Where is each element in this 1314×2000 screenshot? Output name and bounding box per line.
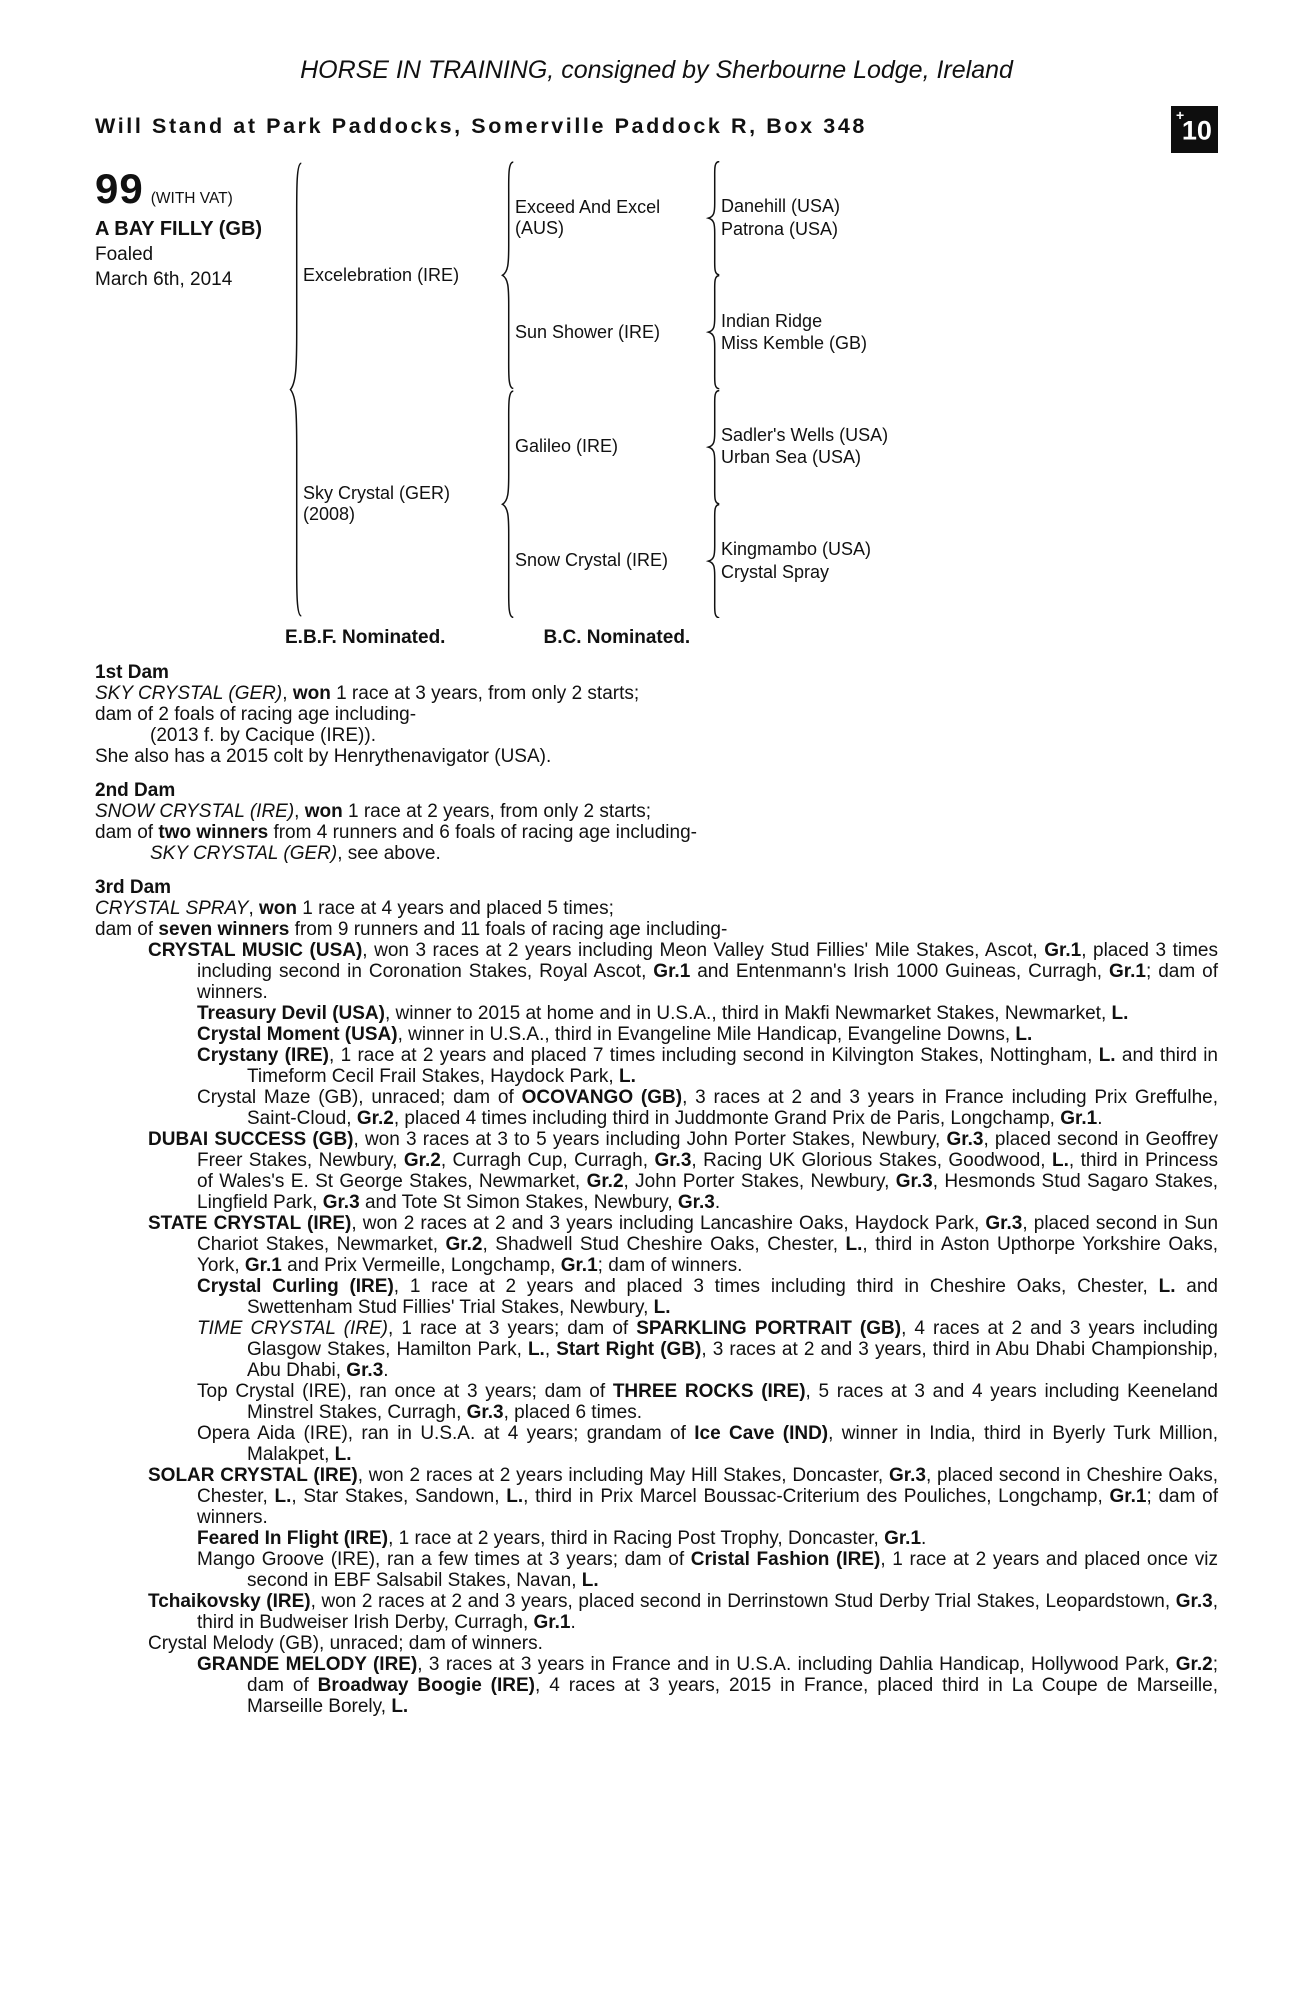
text-segment: GRANDE MELODY (IRE) bbox=[197, 1654, 418, 1676]
pedigree-paragraph bbox=[95, 683, 1218, 704]
pedigree-brace-icon bbox=[705, 275, 721, 389]
text-segment: L. bbox=[653, 1297, 671, 1319]
text-segment: dam of bbox=[95, 919, 159, 941]
pedigree-paragraph bbox=[95, 1528, 1218, 1549]
text-segment: TIME CRYSTAL (IRE) bbox=[197, 1318, 388, 1340]
pedigree-paragraph bbox=[95, 704, 1218, 725]
text-segment: 1 race at 3 years, from only 2 starts; bbox=[330, 683, 640, 705]
text-segment: Gr.1 bbox=[244, 1255, 282, 1277]
horse-description: A BAY FILLY (GB) bbox=[95, 218, 263, 240]
pedigree-paragraph bbox=[95, 1318, 1218, 1381]
text-segment: Gr.3 bbox=[466, 1402, 504, 1424]
pedigree-brace-icon bbox=[499, 161, 515, 390]
text-segment: L. bbox=[1051, 1150, 1069, 1172]
granddam-name: Snow Crystal (IRE) bbox=[515, 550, 669, 571]
text-segment: Broadway Boogie (IRE) bbox=[317, 1675, 536, 1697]
text-segment: Gr.3 bbox=[346, 1360, 384, 1382]
vat-note: (WITH VAT) bbox=[150, 190, 233, 207]
lot-info bbox=[95, 161, 287, 618]
text-segment: , won 2 races at 2 and 3 years including Lancashire Oaks, Haydock Park, bbox=[351, 1213, 986, 1235]
text-segment: , winner in India, third in Byerly Turk Million, Malakpet, bbox=[247, 1423, 1218, 1466]
text-segment: , bbox=[544, 1339, 557, 1361]
great-grandparent-name: Crystal Spray bbox=[721, 561, 830, 582]
text-segment: , Star Stakes, Sandown, bbox=[291, 1486, 507, 1508]
text-segment: L. bbox=[527, 1339, 545, 1361]
text-segment: Crystal Curling (IRE) bbox=[197, 1276, 394, 1298]
pedigree-paragraph bbox=[95, 1087, 1218, 1129]
text-segment: , won 2 races at 2 and 3 years, placed second in Derrinstown Stud Derby Trial Stakes, Leopardstown, bbox=[310, 1591, 1176, 1613]
text-segment: Gr.3 bbox=[946, 1129, 984, 1151]
text-segment: , won 3 races at 2 years including Meon Valley Stud Fillies' Mile Stakes, Ascot, bbox=[362, 940, 1045, 962]
grandsire-name: Exceed And Excel (AUS) bbox=[515, 197, 661, 239]
text-segment: L. bbox=[334, 1444, 352, 1466]
lot-number-line bbox=[95, 165, 287, 212]
text-segment: , 1 race at 2 years, third in Racing Post Trophy, Doncaster, bbox=[388, 1528, 885, 1550]
great-grandparent-name: Indian Ridge bbox=[721, 310, 823, 331]
pedigree-paragraph bbox=[95, 746, 1218, 767]
great-grandparent-name: Patrona (USA) bbox=[721, 218, 839, 239]
text-segment: , John Porter Stakes, Newbury, bbox=[623, 1171, 896, 1193]
text-segment: from 4 runners and 6 foals of racing age including- bbox=[268, 822, 697, 844]
text-segment: Mango Groove (IRE), ran a few times at 3 years; dam of bbox=[197, 1549, 691, 1571]
text-segment: , winner in U.S.A., third in Evangeline Mile Handicap, Evangeline Downs, bbox=[397, 1024, 1016, 1046]
pedigree-paragraph bbox=[95, 1024, 1218, 1045]
text-segment: Crystal Moment (USA) bbox=[197, 1024, 398, 1046]
text-segment: Gr.1 bbox=[1044, 940, 1082, 962]
text-segment: from 9 runners and 11 foals of racing age including- bbox=[289, 919, 728, 941]
ebf-nomination: E.B.F. Nominated. bbox=[285, 627, 446, 649]
text-segment: DUBAI SUCCESS (GB) bbox=[148, 1129, 354, 1151]
text-segment: , placed second in Cheshire Oaks, Chester, bbox=[197, 1465, 1218, 1508]
pedigree-brace-icon bbox=[705, 504, 721, 618]
grandsire-node bbox=[515, 161, 956, 275]
text-segment: , won 2 races at 2 years including May Hill Stakes, Doncaster, bbox=[357, 1465, 889, 1487]
text-segment: , 1 race at 2 years and placed once viz second in EBF Salsabil Stakes, Navan, bbox=[247, 1549, 1218, 1592]
stand-location-line: Will Stand at Park Paddocks, Somerville Paddock R, Box 348 bbox=[95, 114, 867, 138]
text-segment: L. bbox=[1158, 1276, 1176, 1298]
pedigree-block bbox=[95, 161, 1218, 618]
text-segment: L. bbox=[274, 1486, 292, 1508]
sire-name: Excelebration (IRE) bbox=[303, 264, 460, 285]
text-segment: ; dam of winners. bbox=[597, 1255, 743, 1277]
pedigree-paragraph bbox=[95, 1654, 1218, 1717]
text-segment: , winner to 2015 at home and in U.S.A., third in Makfi Newmarket Stakes, Newmarket, bbox=[384, 1003, 1112, 1025]
pedigree-paragraph bbox=[95, 1633, 1218, 1654]
great-grandparent-name: Sadler's Wells (USA) bbox=[721, 424, 889, 445]
pedigree-paragraph bbox=[95, 1003, 1218, 1024]
text-segment: SPARKLING PORTRAIT (GB) bbox=[636, 1318, 902, 1340]
text-segment: . bbox=[1097, 1108, 1103, 1130]
text-segment: Gr.3 bbox=[895, 1171, 933, 1193]
page-title: HORSE IN TRAINING, consigned by Sherbourne Lodge, Ireland bbox=[300, 56, 1013, 84]
text-segment: Ice Cave (IND) bbox=[694, 1423, 829, 1445]
lot-number: 99 bbox=[95, 165, 144, 212]
text-segment: Tchaikovsky (IRE) bbox=[148, 1591, 311, 1613]
great-grandparent-name: Kingmambo (USA) bbox=[721, 539, 872, 560]
text-segment: two winners bbox=[158, 822, 269, 844]
text-segment: SKY CRYSTAL (GER) bbox=[95, 683, 283, 705]
text-segment: , Racing UK Glorious Stakes, Goodwood, bbox=[691, 1150, 1052, 1172]
text-segment: Top Crystal (IRE), ran once at 3 years; dam of bbox=[197, 1381, 613, 1403]
text-segment: won bbox=[304, 801, 343, 823]
great-grandparent-name: Urban Sea (USA) bbox=[721, 447, 862, 468]
pedigree-paragraph bbox=[95, 1549, 1218, 1591]
text-segment: , 1 race at 2 years and placed 7 times including second in Kilvington Stakes, Nottingham, bbox=[328, 1045, 1099, 1067]
pedigree-paragraph bbox=[95, 1129, 1218, 1213]
text-segment: STATE CRYSTAL (IRE) bbox=[148, 1213, 352, 1235]
dam-section-heading: 2nd Dam bbox=[95, 780, 176, 802]
pedigree-brace-icon bbox=[499, 390, 515, 619]
text-segment: , bbox=[248, 898, 260, 920]
text-segment: SKY CRYSTAL (GER) bbox=[150, 843, 338, 865]
text-segment: , 1 race at 2 years and placed 3 times including third in Cheshire Oaks, Chester, bbox=[393, 1276, 1159, 1298]
text-segment: Gr.3 bbox=[654, 1150, 692, 1172]
text-segment: Crystal Maze (GB), unraced; dam of bbox=[197, 1087, 522, 1109]
text-segment: Gr.1 bbox=[1109, 961, 1147, 983]
text-segment: Start Right (GB) bbox=[556, 1339, 702, 1361]
text-segment: and Tote St Simon Stakes, Newbury, bbox=[359, 1192, 678, 1214]
pedigree-paragraph bbox=[95, 822, 1218, 843]
text-segment: and Prix Vermeille, Longchamp, bbox=[281, 1255, 561, 1277]
text-segment: Gr.2 bbox=[1175, 1654, 1213, 1676]
pedigree-paragraph bbox=[95, 898, 1218, 919]
granddam-node bbox=[515, 504, 956, 618]
foaled-date: March 6th, 2014 bbox=[95, 269, 233, 290]
text-segment: L. bbox=[581, 1570, 599, 1592]
pedigree-tree bbox=[287, 161, 956, 618]
text-segment: , 5 races at 3 and 4 years including Keeneland Minstrel Stakes, Curragh, bbox=[247, 1381, 1218, 1424]
pedigree-paragraph bbox=[95, 1213, 1218, 1276]
logo-number: 10 bbox=[1181, 115, 1212, 146]
text-segment: CRYSTAL SPRAY bbox=[95, 898, 249, 920]
text-segment: , third in Aston Upthorpe Yorkshire Oaks, York, bbox=[197, 1234, 1219, 1277]
dam-section-heading: 1st Dam bbox=[95, 662, 169, 684]
pedigree-paragraph bbox=[95, 1591, 1218, 1633]
pedigree-paragraph bbox=[95, 1465, 1218, 1528]
text-segment: L. bbox=[506, 1486, 524, 1508]
text-segment: Gr.1 bbox=[1109, 1486, 1147, 1508]
great-grandparent-name: Danehill (USA) bbox=[721, 196, 841, 217]
foaled-label: Foaled bbox=[95, 244, 154, 265]
text-segment: L. bbox=[391, 1696, 409, 1718]
text-segment: Gr.2 bbox=[403, 1150, 441, 1172]
text-segment: Gr.2 bbox=[356, 1108, 394, 1130]
text-segment: L. bbox=[1111, 1003, 1129, 1025]
sire-node bbox=[303, 161, 956, 390]
text-segment: . bbox=[570, 1612, 576, 1634]
text-segment: She also has a 2015 colt by Henrythenavigator (USA). bbox=[95, 746, 552, 768]
text-segment: Gr.2 bbox=[445, 1234, 483, 1256]
text-segment: L. bbox=[1015, 1024, 1033, 1046]
stand-row bbox=[95, 106, 1218, 153]
text-segment: and third in Timeform Cecil Frail Stakes, Haydock Park, bbox=[247, 1045, 1218, 1088]
bc-nomination: B.C. Nominated. bbox=[543, 627, 691, 649]
text-segment: won bbox=[259, 898, 298, 920]
text-segment: Gr.3 bbox=[888, 1465, 926, 1487]
text-segment: Gr.1 bbox=[1060, 1108, 1098, 1130]
text-segment: Crystal Melody (GB), unraced; dam of winners. bbox=[148, 1633, 543, 1655]
pedigree-paragraph bbox=[95, 801, 1218, 822]
text-segment: , 3 races at 3 years in France and in U.S.A. including Dahlia Handicap, Hollywood Park, bbox=[417, 1654, 1176, 1676]
text-segment: , third in Princess of Wales's E. St George Stakes, Newmarket, bbox=[197, 1150, 1218, 1193]
text-segment: . bbox=[383, 1360, 389, 1382]
pedigree-paragraph bbox=[95, 919, 1218, 940]
text-segment: , placed 4 times including third in Juddmonte Grand Prix de Paris, Longchamp, bbox=[393, 1108, 1061, 1130]
catalog-logo bbox=[1171, 106, 1218, 153]
grandsire-name: Galileo (IRE) bbox=[515, 436, 619, 457]
granddam-node bbox=[515, 275, 956, 389]
pedigree-paragraph bbox=[150, 843, 1218, 864]
pedigree-paragraph bbox=[95, 1381, 1218, 1423]
dam-section-heading: 3rd Dam bbox=[95, 877, 172, 899]
text-segment: SOLAR CRYSTAL (IRE) bbox=[148, 1465, 358, 1487]
text-segment: OCOVANGO (GB) bbox=[521, 1087, 683, 1109]
text-segment: , 4 races at 3 years, 2015 in France, placed third in La Coupe de Marseille, Marseille Borely, bbox=[247, 1675, 1219, 1718]
grandsire-node bbox=[515, 390, 956, 504]
great-grandparent-name: Miss Kemble (GB) bbox=[721, 333, 868, 354]
text-segment: 1 race at 2 years, from only 2 starts; bbox=[342, 801, 652, 823]
text-segment: Treasury Devil (USA) bbox=[197, 1003, 385, 1025]
text-segment: , placed second in Sun Chariot Stakes, Newmarket, bbox=[197, 1213, 1219, 1256]
text-segment: , placed second in Geoffrey Freer Stakes, Newbury, bbox=[197, 1129, 1218, 1172]
text-segment: . bbox=[921, 1528, 927, 1550]
text-segment: Gr.1 bbox=[533, 1612, 571, 1634]
text-segment: ; dam of winners. bbox=[197, 961, 1218, 1004]
text-segment: SNOW CRYSTAL (IRE) bbox=[95, 801, 295, 823]
text-segment: Gr.3 bbox=[1175, 1591, 1213, 1613]
text-segment: . bbox=[714, 1192, 721, 1214]
dam-name: Sky Crystal (GER) (2008) bbox=[303, 482, 451, 524]
plus-icon: + bbox=[1176, 107, 1185, 123]
pedigree-paragraph bbox=[95, 940, 1218, 1003]
text-segment: , 3 races at 2 and 3 years in France including Prix Greffulhe, Saint-Cloud, bbox=[247, 1087, 1218, 1130]
pedigree-paragraph bbox=[95, 1045, 1218, 1087]
text-segment: seven winners bbox=[158, 919, 290, 941]
granddam-name: Sun Shower (IRE) bbox=[515, 321, 661, 342]
text-segment: THREE ROCKS (IRE) bbox=[612, 1381, 806, 1403]
text-segment: L. bbox=[1098, 1045, 1116, 1067]
nominations-line bbox=[95, 627, 1218, 649]
text-segment: , see above. bbox=[337, 843, 441, 865]
pedigree-brace-icon bbox=[705, 161, 721, 275]
text-segment: Cristal Fashion (IRE) bbox=[690, 1549, 881, 1571]
pedigree-paragraph bbox=[95, 1423, 1218, 1465]
text-segment: , placed 6 times. bbox=[503, 1402, 642, 1424]
text-segment: , Hesmonds Stud Sagaro Stakes, Lingfield Park, bbox=[197, 1171, 1218, 1214]
text-segment: Gr.3 bbox=[985, 1213, 1023, 1235]
pedigree-paragraph bbox=[150, 725, 1218, 746]
text-segment: Gr.2 bbox=[586, 1171, 624, 1193]
text-segment: and Swettenham Stud Fillies' Trial Stakes, Newbury, bbox=[247, 1276, 1218, 1319]
text-segment: Gr.1 bbox=[560, 1255, 598, 1277]
text-segment: dam of 2 foals of racing age including- bbox=[95, 704, 417, 726]
text-segment: , Shadwell Stud Cheshire Oaks, Chester, bbox=[482, 1234, 846, 1256]
text-segment: , placed 3 times including second in Coronation Stakes, Royal Ascot, bbox=[197, 940, 1218, 983]
text-segment: Gr.1 bbox=[653, 961, 691, 983]
text-segment: , bbox=[294, 801, 305, 823]
text-segment: Crystany (IRE) bbox=[197, 1045, 329, 1067]
pedigree-paragraph bbox=[95, 1276, 1218, 1318]
text-segment: Opera Aida (IRE), ran in U.S.A. at 4 years; grandam of bbox=[197, 1423, 695, 1445]
text-segment: L. bbox=[845, 1234, 863, 1256]
text-segment: CRYSTAL MUSIC (USA) bbox=[148, 940, 363, 962]
text-segment: (2013 f. by Cacique (IRE)). bbox=[150, 725, 376, 747]
text-segment: and Entenmann's Irish 1000 Guineas, Curragh, bbox=[690, 961, 1110, 983]
text-segment: , Curragh Cup, Curragh, bbox=[440, 1150, 655, 1172]
text-segment: , 1 race at 3 years; dam of bbox=[388, 1318, 637, 1340]
text-segment: dam of bbox=[95, 822, 159, 844]
text-segment: , third in Prix Marcel Boussac-Criterium des Pouliches, Longchamp, bbox=[523, 1486, 1110, 1508]
text-segment: , won 3 races at 3 to 5 years including John Porter Stakes, Newbury, bbox=[353, 1129, 947, 1151]
dam-sections bbox=[95, 662, 1218, 1717]
text-segment: , 3 races at 2 and 3 years, third in Abu Dhabi Championship, Abu Dhabi, bbox=[247, 1339, 1219, 1382]
text-segment: Gr.3 bbox=[322, 1192, 360, 1214]
text-segment: 1 race at 4 years and placed 5 times; bbox=[297, 898, 614, 920]
dam-node bbox=[303, 390, 956, 619]
text-segment: , bbox=[282, 683, 293, 705]
text-segment: , third in Budweiser Irish Derby, Curragh, bbox=[197, 1591, 1218, 1634]
text-segment: L. bbox=[619, 1066, 636, 1088]
text-segment: , 4 races at 2 and 3 years including Glasgow Stakes, Hamilton Park, bbox=[247, 1318, 1218, 1361]
pedigree-brace-icon bbox=[287, 161, 303, 618]
text-segment: ; dam of winners. bbox=[197, 1486, 1218, 1529]
pedigree-brace-icon bbox=[705, 390, 721, 504]
text-segment: ; dam of bbox=[247, 1654, 1218, 1697]
text-segment: Feared In Flight (IRE) bbox=[197, 1528, 389, 1550]
text-segment: won bbox=[292, 683, 331, 705]
text-segment: Gr.3 bbox=[677, 1192, 715, 1214]
text-segment: Gr.1 bbox=[884, 1528, 922, 1550]
